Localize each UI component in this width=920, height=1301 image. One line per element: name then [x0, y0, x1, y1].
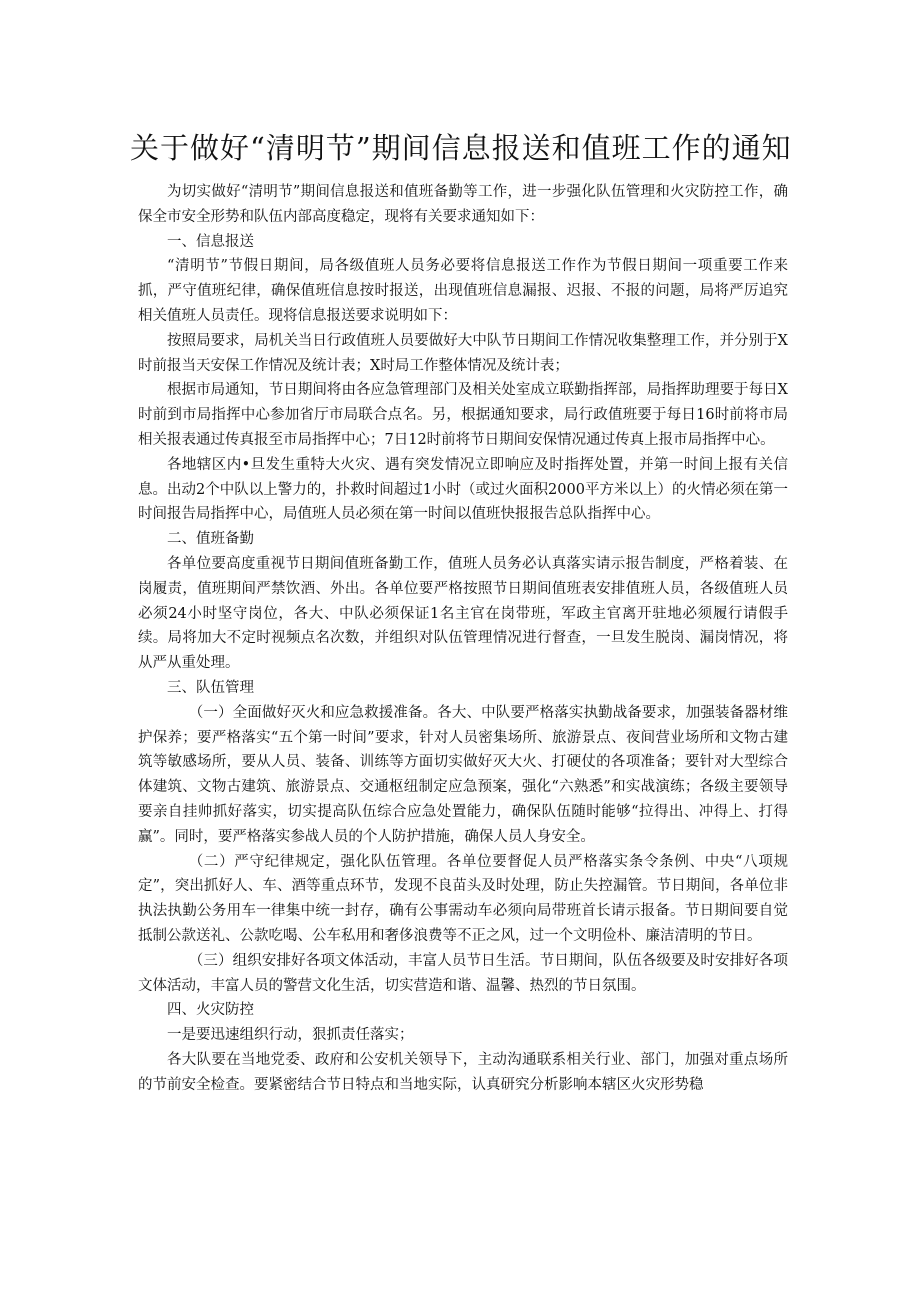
- paragraph: 按照局要求，局机关当日行政值班人员要做好大中队节日期间工作情况收集整理工作，并分别于X时前报当天安保工作情况及统计表；X时局工作整体情况及统计表；: [138, 332, 788, 374]
- paragraph: 各单位要高度重视节日期间值班备勤工作，值班人员务必认真落实请示报告制度，严格着装、在岗履责，值班期间严禁饮酒、外出。各单位要严格按照节日期间值班表安排值班人员，各级值班人员必须24小时坚守岗位，各大、中队必须保证1名主官在岗带班，军政主官离开驻地必须履行请假手续。局将加大不定时视频点名次数，并组织对队伍管理情况进行督查，一旦发生脱岗、漏岗情况，将从严从重处理。: [138, 555, 788, 672]
- paragraph: 根据市局通知，节日期间将由各应急管理部门及相关处室成立联勤指挥部，局指挥助理要于每日X时前到市局指挥中心参加省厅市局联合点名。另，根据通知要求，局行政值班要于每日16时前将市局相关报表通过传真报至市局指挥中心；7日12时前将节日期间安保情况通过传真上报市局指挥中心。: [138, 382, 788, 448]
- section-heading-team-management: 三、队伍管理: [167, 679, 254, 696]
- section-heading-duty: 二、值班备勤: [167, 531, 254, 548]
- subsection-paragraph: （二）严守纪律规定，强化队伍管理。各单位要督促人员严格落实条令条例、中央“八项规定”，突出抓好人、车、酒等重点环节，发现不良苗头及时处理，防止失控漏管。节日期间，各单位非执法执勤公务用车一律集中统一封存，确有公事需动车必须向局带班首长请示报备。节日期间要自觉抵制公款送礼、公款吃喝、公车私用和奢侈浪费等不正之风，过一个文明俭朴、廉洁清明的节日。: [138, 853, 788, 944]
- section-heading-fire-prevention: 四、火灾防控: [167, 1002, 254, 1019]
- section-heading-info-reporting: 一、信息报送: [167, 233, 254, 250]
- paragraph: 各地辖区内•旦发生重特大火灾、遇有突发情况立即响应及时指挥处置，并第一时间上报有关信息。出动2个中队以上警力的，扑救时间超过1小时（或过火面积2000平方米以上）的火情必须在第一时间报告局指挥中心，局值班人员必须在第一时间以值班快报报告总队指挥中心。: [138, 456, 788, 523]
- intro-paragraph: 为切实做好“清明节”期间信息报送和值班备勤等工作，进一步强化队伍管理和火灾防控工作，确保全市安全形势和队伍内部高度稳定，现将有关要求通知如下：: [138, 184, 788, 225]
- document-body: [138, 180, 788, 1097]
- paragraph: 各大队要在当地党委、政府和公安机关领导下，主动沟通联系相关行业、部门，加强对重点场所的节前安全检查。要紧密结合节日特点和当地实际，认真研究分析影响本辖区火灾形势稳: [138, 1051, 788, 1093]
- subsection-paragraph: （一）全面做好灭火和应急救援准备。各大、中队要严格落实执勤战备要求，加强装备器材维护保养；要严格落实“五个第一时间”要求，针对人员密集场所、旅游景点、夜间营业场所和文物古建筑等敏感场所，要从人员、装备、训练等方面切实做好灭大火、打硬仗的各项准备；要针对大型综合体建筑、文物古建筑、旅游景点、交通枢纽制定应急预案，强化“六熟悉”和实战演练；各级主要领导要亲自挂帅抓好落实，切实提高队伍综合应急处置能力，确保队伍随时能够“拉得出、冲得上、打得赢”。同时，要严格落实参战人员的个人防护措施，确保人员人身安全。: [138, 704, 788, 845]
- subsection-paragraph: （三）组织安排好各项文体活动，丰富人员节日生活。节日期间，队伍各级要及时安排好各项文体活动，丰富人员的警营文化生活，切实营造和谐、温馨、热烈的节日氛围。: [138, 952, 788, 994]
- paragraph: “清明节”节假日期间，局各级值班人员务必要将信息报送工作作为节假日期间一项重要工作来抓，严守值班纪律，确保值班信息按时报送，出现值班信息漏报、迟报、不报的问题，局将严厉追究相关值班人员责任。现将信息报送要求说明如下：: [138, 258, 788, 324]
- paragraph: 一是要迅速组织行动，狠抓责任落实；: [167, 1027, 414, 1044]
- document-title: 关于做好“清明节”期间信息报送和值班工作的通知: [130, 131, 792, 165]
